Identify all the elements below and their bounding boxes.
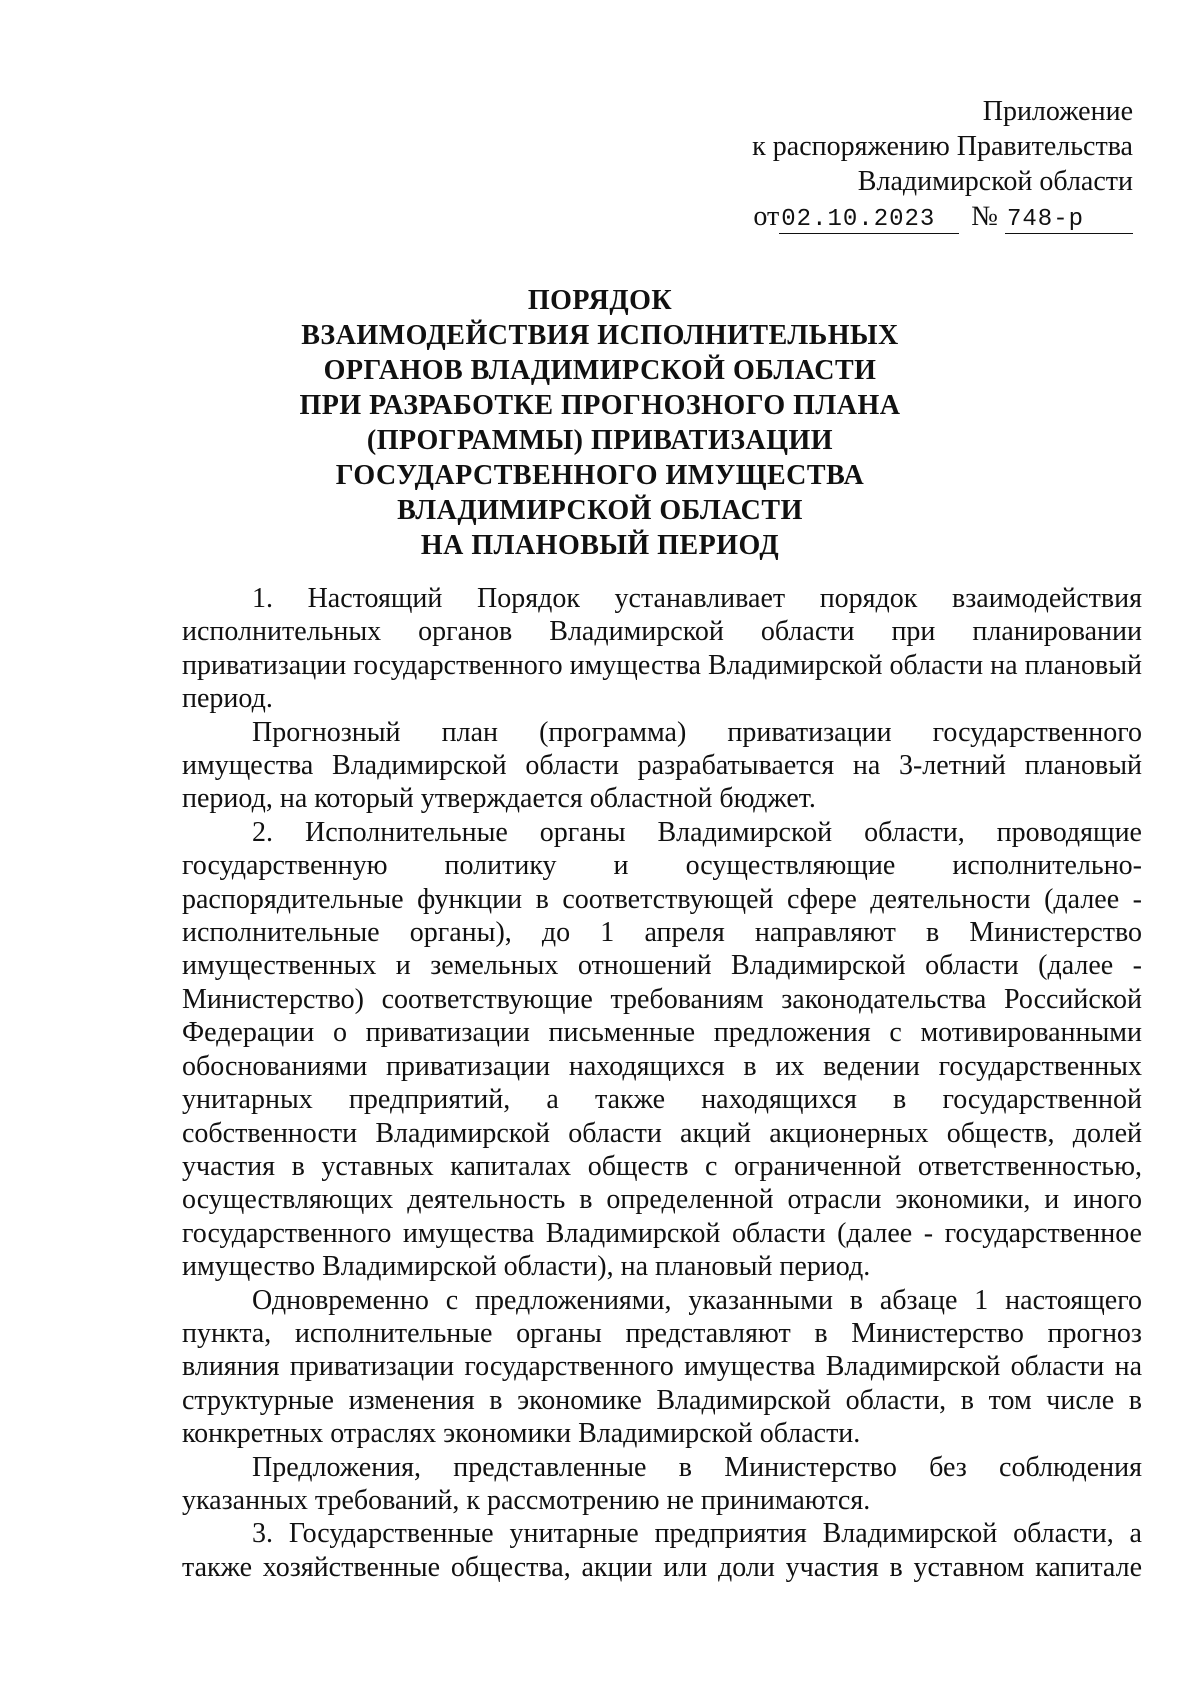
appendix-label: Приложение	[982, 96, 1133, 127]
title-line: (ПРОГРАММЫ) ПРИВАТИЗАЦИИ	[366, 425, 834, 456]
paragraph-1: 1. Настоящий Порядок устанавливает порядок взаимодействия исполнительных органов Владимирской области при планировании приватизации государственного имущества Владимирской области на плановый период.	[182, 583, 1142, 715]
number-prefix: №	[971, 201, 998, 232]
appendix-reference: к распоряжению Правительства	[752, 131, 1133, 162]
order-number: 748-р	[1005, 207, 1133, 234]
title-line: НА ПЛАНОВЫЙ ПЕРИОД	[420, 530, 780, 561]
paragraph-1-2: Прогнозный план (программа) приватизации государственного имущества Владимирской области разрабатывается на 3-летний плановый период, на который утверждается областной бюджет.	[182, 716, 1142, 815]
paragraph-2: 2. Исполнительные органы Владимирской области, проводящие государственную политику и осуществляющие исполнительно-распорядительные функции в соответствующей сфере деятельности (далее - исполнительные органы), до 1 апреля направляют в Министерство имущественных и земельных отношений Владимирской области (далее - Министерство) соответствующие требованиям законодательства Российской Федерации о приватизации письменные предложения с мотивированными обоснованиями приватизации находящихся в их ведении государственных унитарных предприятий, а также находящихся в государственной собственности Владимирской области акций акционерных обществ, долей участия в уставных капиталах обществ с ограниченной ответственностью, осуществляющих деятельность в определенной отрасли экономики, и иного государственного имущества Владимирской области (далее - государственное имущество Владимирской области), на плановый период.	[182, 816, 1142, 1283]
title-line: ПОРЯДОК	[527, 285, 673, 316]
appendix-region: Владимирской области	[857, 166, 1133, 197]
document-title	[150, 283, 1050, 563]
title-line: ВЛАДИМИРСКОЙ ОБЛАСТИ	[397, 495, 803, 526]
document-body	[182, 582, 1142, 1584]
date-prefix: от	[753, 201, 780, 232]
paragraph-2-2: Одновременно с предложениями, указанными в абзаце 1 настоящего пункта, исполнительные органы представляют в Министерство прогноз влияния приватизации государственного имущества Владимирской области на структурные изменения в экономике Владимирской области, в том числе в конкретных отраслях экономики Владимирской области.	[182, 1284, 1142, 1450]
title-line: ВЗАИМОДЕЙСТВИЯ ИСПОЛНИТЕЛЬНЫХ	[301, 320, 899, 351]
title-line: ПРИ РАЗРАБОТКЕ ПРОГНОЗНОГО ПЛАНА	[299, 390, 901, 421]
paragraph-3: 3. Государственные унитарные предприятия Владимирской области, а также хозяйственные общества, акции или доли участия в уставном капитале	[182, 1518, 1142, 1583]
appendix-header	[613, 94, 1133, 234]
appendix-date-number	[613, 199, 1133, 234]
title-line: ОРГАНОВ ВЛАДИМИРСКОЙ ОБЛАСТИ	[323, 355, 877, 386]
title-line: ГОСУДАРСТВЕННОГО ИМУЩЕСТВА	[335, 460, 865, 491]
paragraph-2-3: Предложения, представленные в Министерство без соблюдения указанных требований, к рассмотрению не принимаются.	[182, 1451, 1142, 1516]
order-date: 02.10.2023	[779, 207, 959, 234]
